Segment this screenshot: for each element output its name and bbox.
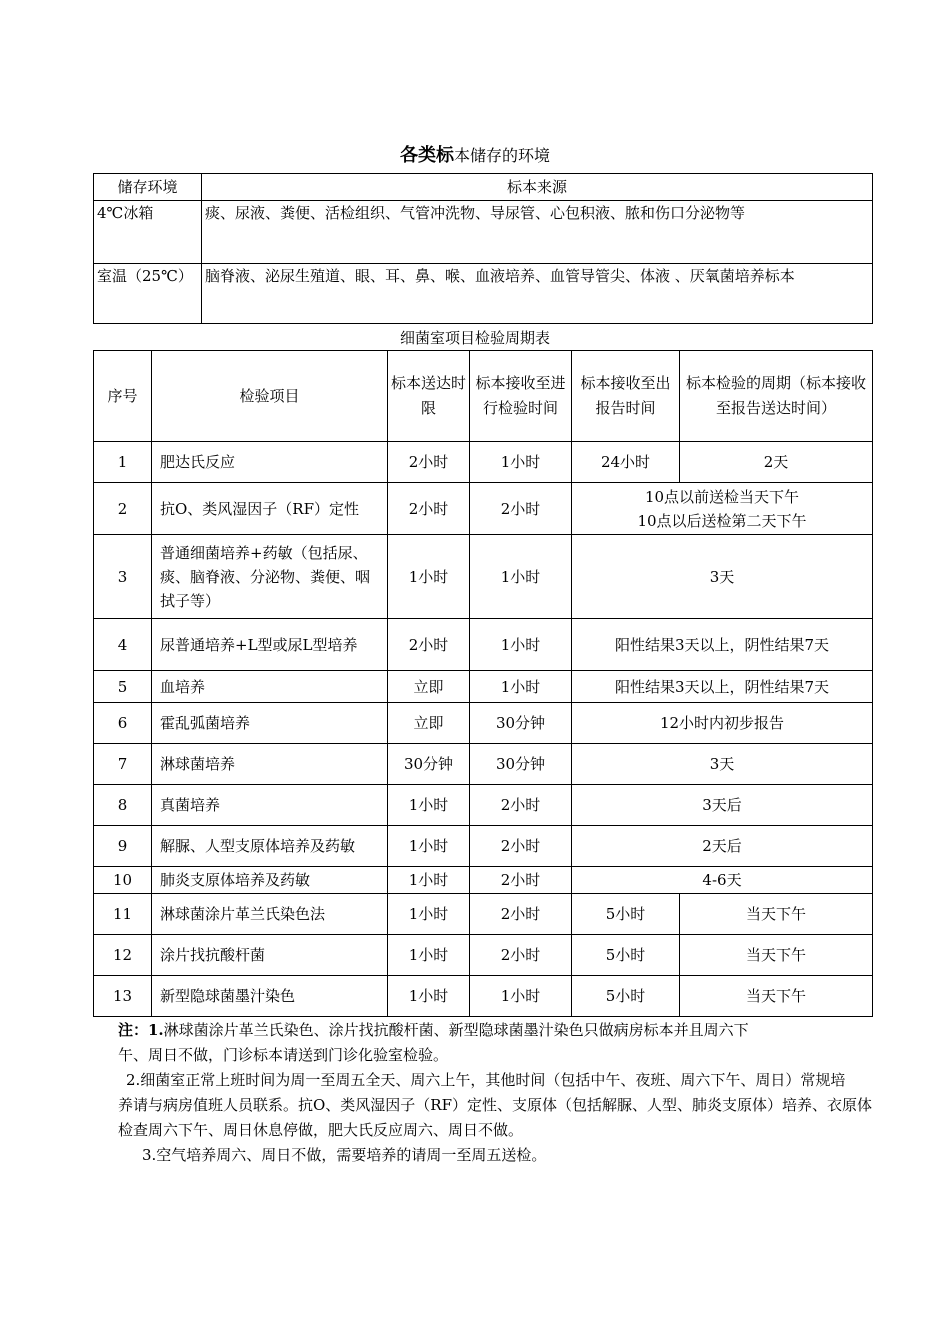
row-start: 2小时: [470, 785, 572, 826]
row-start: 2小时: [470, 826, 572, 867]
row-cycle: 当天下午: [680, 976, 873, 1017]
row-cycle: 当天下午: [680, 935, 873, 976]
notes-label: 注：1.: [118, 1021, 164, 1039]
row-merged-line: 10点以后送检第二天下午: [637, 511, 807, 530]
row-merged-result: 阳性结果3天以上，阴性结果7天: [572, 619, 873, 671]
header-limit: 标本送达时限: [388, 351, 470, 442]
row-report: 5小时: [572, 935, 680, 976]
row-limit: 1小时: [388, 867, 470, 894]
row-item: 肺炎支原体培养及药敏: [152, 867, 388, 894]
row-no: 7: [94, 744, 152, 785]
row-merged-result: [572, 483, 873, 535]
table-row: [94, 935, 873, 976]
row-limit: 立即: [388, 703, 470, 744]
row-limit: 立即: [388, 671, 470, 703]
row-no: 12: [94, 935, 152, 976]
row-merged-result: 2天后: [572, 826, 873, 867]
row-item: 普通细菌培养+药敏（包括尿、痰、脑脊液、分泌物、粪便、咽拭子等）: [152, 535, 388, 619]
row-limit: 2小时: [388, 619, 470, 671]
row-start: 2小时: [470, 867, 572, 894]
storage-source: 痰、尿液、粪便、活检组织、气管冲洗物、导尿管、心包积液、脓和伤口分泌物等: [202, 201, 873, 264]
table-row: [94, 867, 873, 894]
row-no: 2: [94, 483, 152, 535]
storage-table: [93, 173, 873, 324]
row-start: 30分钟: [470, 744, 572, 785]
row-limit: 2小时: [388, 442, 470, 483]
row-item: 霍乱弧菌培养: [152, 703, 388, 744]
row-item: 涂片找抗酸杆菌: [152, 935, 388, 976]
table-row: [94, 703, 873, 744]
note-2-line-3: 检查周六下午、周日休息停做，肥大氏反应周六、周日不做。: [118, 1121, 524, 1139]
header-cycle: 标本检验的周期（标本接收至报告送达时间）: [680, 351, 873, 442]
row-start: 2小时: [470, 483, 572, 535]
header-item: 检验项目: [152, 351, 388, 442]
page-title: [0, 141, 950, 167]
storage-header-row: [94, 174, 873, 201]
row-merged-result: 12小时内初步报告: [572, 703, 873, 744]
row-report: 5小时: [572, 976, 680, 1017]
header-no: 序号: [94, 351, 152, 442]
row-item: 真菌培养: [152, 785, 388, 826]
row-merged-result: 4-6天: [572, 867, 873, 894]
table-row: [94, 483, 873, 535]
row-limit: 1小时: [388, 935, 470, 976]
row-no: 10: [94, 867, 152, 894]
row-merged-result: 3天后: [572, 785, 873, 826]
row-limit: 1小时: [388, 785, 470, 826]
row-limit: 1小时: [388, 894, 470, 935]
storage-env: 室温（25℃）: [94, 264, 202, 324]
row-report: 24小时: [572, 442, 680, 483]
row-item: 解脲、人型支原体培养及药敏: [152, 826, 388, 867]
note-text: 淋球菌涂片革兰氏染色、涂片找抗酸杆菌、新型隐球菌墨汁染色只做病房标本并且周六下: [163, 1021, 749, 1039]
storage-header-source: 标本来源: [202, 174, 873, 201]
table-row: [94, 894, 873, 935]
row-start: 1小时: [470, 976, 572, 1017]
row-limit: 1小时: [388, 976, 470, 1017]
row-report: 5小时: [572, 894, 680, 935]
row-item: 血培养: [152, 671, 388, 703]
row-merged-result: 阳性结果3天以上，阴性结果7天: [572, 671, 873, 703]
page-title-bold: 各类标: [399, 145, 454, 166]
row-limit: 1小时: [388, 535, 470, 619]
table-row: [94, 744, 873, 785]
table-row: [94, 976, 873, 1017]
row-limit: 2小时: [388, 483, 470, 535]
note-3: 3.空气培养周六、周日不做，需要培养的请周一至周五送检。: [142, 1146, 547, 1164]
row-item: 尿普通培养+L型或尿L型培养: [152, 619, 388, 671]
row-no: 6: [94, 703, 152, 744]
row-no: 13: [94, 976, 152, 1017]
row-no: 9: [94, 826, 152, 867]
row-cycle: 当天下午: [680, 894, 873, 935]
header-report: 标本接收至出报告时间: [572, 351, 680, 442]
row-limit: 30分钟: [388, 744, 470, 785]
table-row: [94, 671, 873, 703]
note-2-line-1: 2.细菌室正常上班时间为周一至周五全天、周六上午，其他时间（包括中午、夜班、周六下午、周日）常规培: [126, 1071, 846, 1089]
row-item: 抗O、类风湿因子（RF）定性: [152, 483, 388, 535]
storage-row: [94, 264, 873, 324]
row-cycle: 2天: [680, 442, 873, 483]
note-1-line-1: [118, 1018, 908, 1043]
row-merged-line: 10点以前送检当天下午: [644, 487, 800, 506]
cycle-table: [93, 350, 873, 1017]
table-row: [94, 535, 873, 619]
row-start: 1小时: [470, 619, 572, 671]
cycle-table-title: 细菌室项目检验周期表: [399, 329, 550, 347]
storage-row: [94, 201, 873, 264]
row-item: 肥达氏反应: [152, 442, 388, 483]
header-start: 标本接收至进行检验时间: [470, 351, 572, 442]
note-2-line-2: 养请与病房值班人员联系。抗O、类风湿因子（RF）定性、支原体（包括解脲、人型、肺炎支原体）培养、衣原体: [118, 1096, 873, 1114]
row-start: 2小时: [470, 894, 572, 935]
storage-env: 4℃冰箱: [94, 201, 202, 264]
table-row: [94, 442, 873, 483]
row-item: 新型隐球菌墨汁染色: [152, 976, 388, 1017]
note-1-line-2: 午、周日不做，门诊标本请送到门诊化验室检验。: [118, 1046, 449, 1064]
notes-section: [118, 1018, 908, 1168]
row-no: 5: [94, 671, 152, 703]
row-start: 1小时: [470, 442, 572, 483]
row-no: 11: [94, 894, 152, 935]
cycle-header-row: [94, 351, 873, 442]
row-no: 3: [94, 535, 152, 619]
row-start: 2小时: [470, 935, 572, 976]
row-no: 8: [94, 785, 152, 826]
row-item: 淋球菌培养: [152, 744, 388, 785]
row-no: 4: [94, 619, 152, 671]
row-start: 1小时: [470, 535, 572, 619]
row-start: 1小时: [470, 671, 572, 703]
storage-source: 脑脊液、泌尿生殖道、眼、耳、鼻、喉、血液培养、血管导管尖、体液 、厌氧菌培养标本: [202, 264, 873, 324]
row-no: 1: [94, 442, 152, 483]
table-row: [94, 785, 873, 826]
row-start: 30分钟: [470, 703, 572, 744]
storage-header-env: 储存环境: [94, 174, 202, 201]
table-row: [94, 619, 873, 671]
row-merged-result: 3天: [572, 744, 873, 785]
page-title-rest: 本储存的环境: [453, 146, 550, 165]
row-limit: 1小时: [388, 826, 470, 867]
table-row: [94, 826, 873, 867]
row-item: 淋球菌涂片革兰氏染色法: [152, 894, 388, 935]
row-merged-result: 3天: [572, 535, 873, 619]
